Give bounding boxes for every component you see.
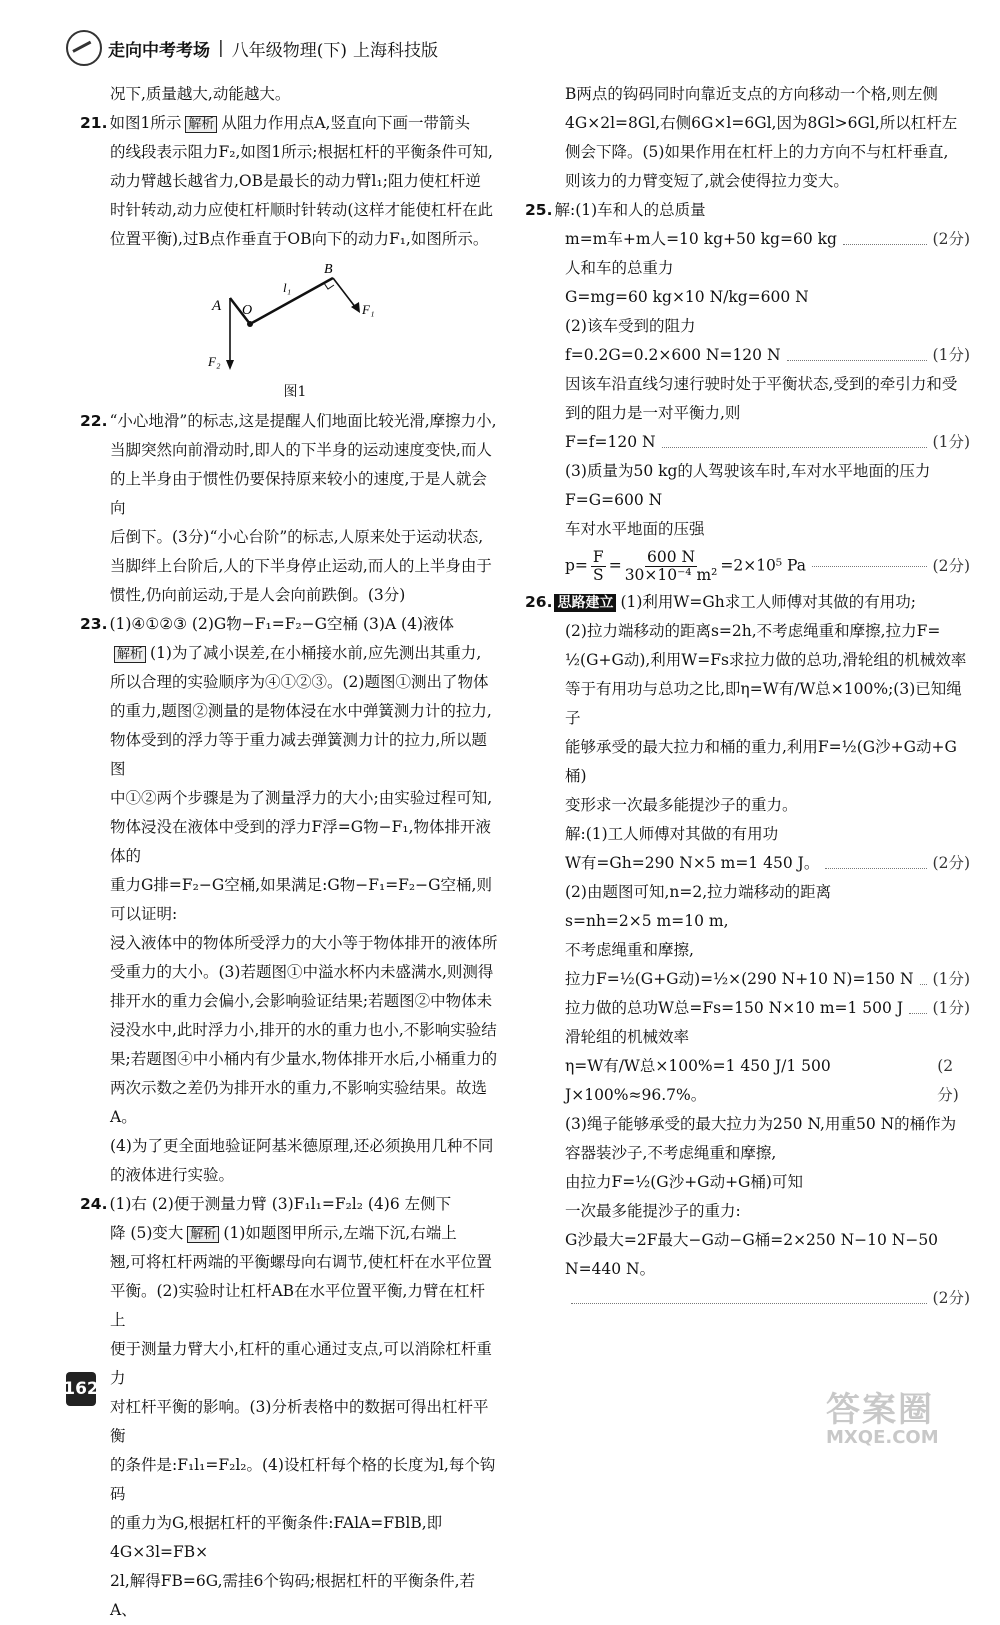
q25-line-2: 人和车的总重力 [565, 259, 674, 277]
question-24 [80, 1190, 500, 1625]
q26-number: 26. [525, 593, 553, 611]
q24-line-0: (1)右 (2)便于测量力臂 (3)F₁l₁=F₂l₂ (4)6 左侧下 [109, 1195, 452, 1213]
q25-score-1: (2分) [932, 230, 970, 248]
label-a: A [212, 298, 222, 314]
q25-line-1: m=m车+m人=10 kg+50 kg=60 kg [565, 230, 837, 248]
q25-score-8: (1分) [932, 433, 970, 451]
q26-idea-tag: 思路建立 [554, 594, 616, 612]
q23-answer: (1)④①②③ (2)G物−F₁=F₂−G空桶 (3)A (4)液体 [109, 615, 455, 633]
q23-number: 23. [80, 615, 108, 633]
pressure-frac-values [625, 549, 718, 584]
q26-sol-10: 容器装沙子,不考虑绳重和摩擦, [565, 1144, 777, 1162]
q26-score-f: (1分) [932, 970, 970, 988]
watermark-text: 答案圈 [826, 1390, 934, 1430]
q25-number: 25. [525, 201, 553, 219]
q22-line-4: 当脚绊上台阶后,人的下半身停止运动,而人的上半身由于 [110, 557, 492, 575]
q21-line-2: 的线段表示阻力F₂,如图1所示;根据杠杆的平衡条件可知, [110, 143, 493, 161]
q24-line-3: 翘,可将杠杆两端的平衡螺母向右调节,使杠杆在水平位置 [110, 1253, 492, 1271]
q24-line-7: 的条件是:F₁l₁=F₂l₂。(4)设杠杆每个格的长度为l,每个钩码 [110, 1456, 496, 1503]
q26-line-2: ½(G+G动),利用W=Fs求拉力做的总功,滑轮组的机械效率 [565, 651, 967, 669]
page-header [66, 28, 966, 68]
question-24-continued [565, 80, 970, 196]
q24-analysis-tag: 解析 [187, 1226, 219, 1243]
q26-score-wyou: (2分) [932, 854, 970, 872]
label-l1: l₁ [283, 280, 292, 295]
watermark-url: MXQE.COM [826, 1427, 939, 1448]
q25-line-4: (2)该车受到的阻力 [565, 317, 696, 335]
q22-line-0: “小心地滑”的标志,这是提醒人们地面比较光滑,摩擦力小, [109, 412, 497, 430]
q21-line-5: 位置平衡),过B点作垂直于OB向下的动力F₁,如图所示。 [110, 230, 489, 248]
q26-sol-9: (3)绳子能够承受的最大拉力为250 N,用重50 N的桶作为 [565, 1115, 957, 1133]
brand-title: 走向中考考场 [108, 40, 210, 61]
q21-analysis-tag: 解析 [185, 116, 217, 133]
q26-line-0: (1)利用W=Gh求工人师傅对其做的有用功; [620, 593, 916, 611]
q24-line-8: 的重力为G,根据杠杆的平衡条件:FAlA=FBlB,即4G×3l=FB× [110, 1514, 443, 1561]
question-26 [525, 588, 970, 1313]
q26-sol-1: W有=Gh=290 N×5 m=1 450 J。 [565, 854, 820, 872]
q23-line-13: (4)为了更全面地验证阿基米德原理,还必须换用几种不同 [110, 1137, 494, 1155]
lever-figure [80, 262, 500, 382]
q22-line-5: 惯性,仍向前运动,于是人会向前跌倒。(3分) [110, 586, 406, 604]
q25-line-3: G=mg=60 kg×10 N/kg=600 N [565, 288, 809, 306]
q25-score-p: (2分) [932, 556, 970, 575]
q23-line-3: 物体受到的浮力等于重力减去弹簧测力计的拉力,所以题图 [110, 731, 487, 778]
q25-line-10: F=G=600 N [565, 491, 663, 509]
q23-line-2: 的重力,题图②测量的是物体浸在水中弹簧测力计的拉力, [110, 702, 492, 720]
q25-line-8: F=f=120 N [565, 433, 656, 451]
q24-cont-2: 侧会下降。(5)如果作用在杠杆上的力方向不与杠杆垂直, [565, 143, 949, 161]
q23-line-6: 重力G排=F₂−G空桶,如果满足:G物−F₁=F₂−G空桶,则可以证明: [110, 876, 492, 923]
q23-line-5: 物体浸没在液体中受到的浮力F浮=G物−F₁,物体排开液体的 [110, 818, 492, 865]
q21-line-4: 时针转动,动力应使杠杆顺时针转动(这样才能使杠杆在此 [110, 201, 493, 219]
q22-line-3: 后倒下。(3分)“小心台阶”的标志,人原来处于运动状态, [110, 528, 484, 546]
q25-line-5: f=0.2G=0.2×600 N=120 N [565, 346, 781, 364]
q26-line-4: 能够承受的最大拉力和桶的重力,利用F=½(G沙+G动+G桶) [565, 738, 957, 785]
question-21 [80, 109, 500, 254]
q23-line-10: 浸没水中,此时浮力小,排开的水的重力也小,不影响实验结 [110, 1021, 497, 1039]
q26-sol-6: 拉力做的总功W总=Fs=150 N×10 m=1 500 J [565, 999, 904, 1017]
site-watermark [826, 1382, 986, 1452]
pressure-result: =2×10⁵ Pa [720, 556, 807, 574]
pressure-lhs: p= [565, 556, 588, 574]
label-f2: F₂ [208, 354, 221, 369]
right-column [525, 80, 970, 1313]
question-23 [80, 610, 500, 1190]
q23-analysis-tag: 解析 [114, 646, 146, 663]
q22-line-2: 的上半身由于惯性仍要保持原来较小的速度,于是人就会向 [110, 470, 487, 517]
label-o: O [242, 303, 253, 318]
q26-sol-11: 由拉力F=½(G沙+G动+G桶)可知 [565, 1173, 803, 1191]
q26-sol-3: s=nh=2×5 m=10 m, [565, 912, 729, 930]
pressure-denominator: 30×10⁻⁴ m² [624, 565, 718, 584]
q23-line-7: 浸入液体中的物体所受浮力的大小等于物体排开的液体所 [110, 934, 498, 952]
q21-line-0: 如图1所示 [109, 114, 182, 132]
brand-logo-icon [66, 30, 102, 66]
q24-cont-0: B两点的钩码同时向靠近支点的方向移动一个格,则左侧 [565, 85, 938, 103]
pressure-eq: = [608, 556, 622, 574]
q26-score-w: (1分) [932, 999, 970, 1017]
q23-line-11: 果;若题图④中小桶内有少量水,物体排开水后,小桶重力的 [110, 1050, 498, 1068]
q26-sol-8: η=W有/W总×100%=1 450 J/1 500 J×100%≈96.7%。 [565, 1057, 831, 1104]
q23-line-1: 所以合理的实验顺序为④①②③。(2)题图①测出了物体 [110, 673, 489, 691]
q23-line-4: 中①②两个步骤是为了测量浮力的大小;由实验过程可知, [110, 789, 493, 807]
q25-line-9: (3)质量为50 kg的人驾驶该车时,车对水平地面的压力 [565, 462, 931, 480]
intro-line: 况下,质量越大,动能越大。 [110, 85, 291, 103]
q26-sol-7: 滑轮组的机械效率 [565, 1028, 690, 1046]
q23-line-14: 的液体进行实验。 [110, 1166, 235, 1184]
pressure-formula [565, 549, 806, 584]
label-f1: F₁ [362, 302, 375, 317]
pressure-frac-fs [591, 549, 606, 584]
q23-line-8: 受重力的大小。(3)若题图①中溢水杯内未盛满水,则测得 [110, 963, 494, 981]
q25-line-7: 到的阻力是一对平衡力,则 [565, 404, 741, 422]
q24-number: 24. [80, 1195, 108, 1213]
q22-line-1: 当脚突然向前滑动时,即人的下半身的运动速度变快,而人 [110, 441, 492, 459]
question-25 [525, 196, 970, 588]
page-number: 162 [66, 1372, 96, 1406]
pressure-frac-f: F [592, 547, 604, 566]
q24-cont-1: 4G×2l=8Gl,右侧6G×l=6Gl,因为8Gl>6Gl,所以杠杆左 [565, 114, 958, 132]
figure-caption: 图1 [283, 384, 307, 400]
q25-line-11: 车对水平地面的压强 [565, 520, 705, 538]
q24-cont-3: 则该力的力臂变短了,就会使得拉力变大。 [565, 172, 849, 190]
q24-line-9: 2l,解得FB=6G,需挂6个钩码;根据杠杆的平衡条件,若A、 [110, 1572, 476, 1619]
q26-sol-5: 拉力F=½(G+G动)=½×(290 N+10 N)=150 N [565, 970, 914, 988]
lever-diagram [80, 262, 500, 382]
q22-number: 22. [80, 412, 108, 430]
q24-line-6: 对杠杆平衡的影响。(3)分析表格中的数据可得出杠杆平衡 [110, 1398, 489, 1445]
q26-sol-2: (2)由题图可知,n=2,拉力端移动的距离 [565, 883, 832, 901]
q26-score-eta: (2分) [937, 1057, 959, 1104]
q21-line-3: 动力臂越长越省力,OB是最长的动力臂l₁;阻力使杠杆逆 [110, 172, 481, 190]
book-subtitle: 八年级物理(下) [231, 40, 347, 61]
q26-sol-4: 不考虑绳重和摩擦, [565, 941, 694, 959]
q21-number: 21. [80, 114, 108, 132]
q26-line-3: 等于有用功与总功之比,即η=W有/W总×100%;(3)已知绳子 [565, 680, 962, 727]
q23-line-12: 两次示数之差仍为排开水的重力,不影响实验结果。故选A。 [110, 1079, 487, 1126]
q24-line-1: 降 (5)变大 [110, 1224, 184, 1242]
pressure-frac-s: S [592, 565, 604, 584]
q25-head: 解:(1)车和人的总质量 [554, 201, 706, 219]
label-b: B [324, 262, 333, 277]
left-column [80, 80, 500, 1625]
q25-line-6: 因该车沿直线匀速行驶时处于平衡状态,受到的牵引力和受 [565, 375, 958, 393]
pressure-numerator: 600 N [646, 547, 696, 566]
q23-line-0: (1)为了减小误差,在小桶接水前,应先测出其重力, [150, 644, 482, 662]
q24-line-4: 平衡。(2)实验时让杠杆AB在水平位置平衡,力臂在杠杆上 [110, 1282, 485, 1329]
publisher-name: 上海科技版 [353, 40, 438, 61]
q26-line-5: 变形求一次最多能提沙子的重力。 [565, 796, 798, 814]
q23-line-9: 排开水的重力会偏小,会影响验证结果;若题图②中物体未 [110, 992, 493, 1010]
q26-sol-0: 解:(1)工人师傅对其做的有用功 [565, 825, 779, 843]
q25-score-5: (1分) [932, 346, 970, 364]
q26-score-last: (2分) [932, 1289, 970, 1307]
q24-line-5: 便于测量力臂大小,杠杆的重心通过支点,可以消除杠杆重力 [110, 1340, 492, 1387]
header-divider: | [218, 38, 224, 58]
q26-sol-13: G沙最大=2F最大−G动−G桶=2×250 N−10 N−50 N=440 N。 [565, 1231, 939, 1278]
question-22 [80, 407, 500, 610]
q26-sol-12: 一次最多能提沙子的重力: [565, 1202, 741, 1220]
q21-line-1: 从阻力作用点A,竖直向下画一带箭头 [221, 114, 470, 132]
q24-line-2: (1)如题图甲所示,左端下沉,右端上 [223, 1224, 457, 1242]
q26-line-1: (2)拉力端移动的距离s=2h,不考虑绳重和摩擦,拉力F= [565, 622, 941, 640]
